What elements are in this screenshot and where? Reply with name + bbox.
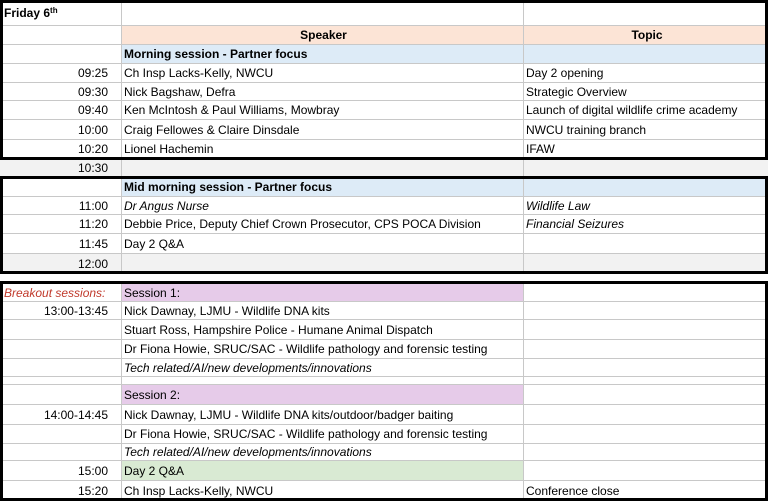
agenda-row (0, 119, 768, 139)
topic-cell (524, 178, 768, 196)
time-cell (0, 377, 122, 384)
speaker-cell: Nick Dawnay, LJMU - Wildlife DNA kits/outdoor/badger baiting (122, 405, 524, 424)
speaker-cell: Craig Fellowes & Claire Dinsdale (122, 120, 524, 139)
speaker-cell: Day 2 Q&A (122, 461, 524, 480)
topic-cell: Day 2 opening (526, 66, 604, 80)
time-cell: 11:00 (0, 197, 122, 214)
agenda-row (0, 177, 768, 196)
day-title (0, 0, 122, 25)
topic-cell: NWCU training branch (526, 122, 647, 137)
speaker-cell: Ch Insp Lacks-Kelly, NWCU (122, 64, 524, 82)
time-cell: 11:20 (0, 215, 122, 233)
topic-cell (524, 45, 768, 63)
title-spacer-speaker (122, 0, 524, 25)
speaker-cell: Tech related/AI/new developments/innovations (122, 359, 524, 376)
topic-cell: Conference close (526, 484, 620, 498)
time-cell: 11:45 (0, 234, 122, 253)
time-cell: 09:40 (0, 101, 122, 119)
time-cell (0, 359, 122, 376)
agenda-row (0, 82, 768, 100)
topic-cell (524, 158, 768, 177)
title-spacer-topic (524, 0, 768, 25)
agenda-row (0, 233, 768, 253)
time-cell (0, 45, 122, 63)
breakout-label: Breakout sessions: (0, 284, 122, 301)
time-cell: 12:00 (0, 254, 122, 273)
header-speaker: Speaker (122, 26, 524, 44)
time-cell: 14:00-14:45 (0, 405, 122, 424)
session-label: Session 1: (122, 284, 524, 301)
time-cell (0, 340, 122, 358)
topic-cell: Strategic Overview (526, 84, 627, 99)
agenda-row (0, 283, 768, 301)
speaker-cell: Tech related/AI/new developments/innovations (122, 444, 524, 460)
agenda-row (0, 460, 768, 480)
agenda-row (0, 443, 768, 460)
agenda-row (0, 358, 768, 376)
time-cell: 15:20 (0, 481, 122, 501)
topic-cell (524, 461, 768, 480)
topic-cell (524, 444, 768, 460)
time-cell (0, 320, 122, 339)
agenda-row (0, 139, 768, 157)
time-cell (0, 425, 122, 443)
time-cell: 10:00 (0, 120, 122, 139)
speaker-cell: Debbie Price, Deputy Chief Crown Prosecutor, CPS POCA Division (122, 215, 524, 233)
topic-cell (524, 385, 768, 404)
speaker-cell: Stuart Ross, Hampshire Police - Humane Animal Dispatch (122, 320, 524, 339)
time-cell (0, 444, 122, 460)
speaker-cell: Ch Insp Lacks-Kelly, NWCU (122, 481, 524, 501)
header-topic: Topic (524, 26, 768, 44)
speaker-cell: Ken McIntosh & Paul Williams, Mowbray (122, 101, 524, 119)
agenda-row (0, 63, 768, 82)
speaker-cell: Dr Angus Nurse (122, 197, 524, 214)
session-label: Session 2: (122, 385, 524, 404)
topic-cell (524, 320, 768, 339)
agenda-row (0, 44, 768, 63)
topic-cell: Financial Seizures (526, 217, 625, 231)
time-cell: 09:25 (0, 64, 122, 82)
agenda-row (0, 214, 768, 233)
speaker-cell: Lionel Hachemin (122, 140, 524, 157)
topic-cell (524, 425, 768, 443)
agenda-row (0, 319, 768, 339)
session-title: Mid morning session - Partner focus (122, 178, 524, 196)
agenda-row (0, 404, 768, 424)
topic-cell (524, 284, 768, 301)
speaker-cell: Nick Dawnay, LJMU - Wildlife DNA kits (122, 302, 524, 319)
agenda-row (0, 384, 768, 404)
topic-cell (524, 377, 768, 384)
speaker-cell: Day 2 Q&A (122, 234, 524, 253)
topic-cell (524, 340, 768, 358)
speaker-cell: Dr Fiona Howie, SRUC/SAC - Wildlife pathology and forensic testing (122, 340, 524, 358)
topic-cell: IFAW (526, 141, 555, 156)
header-row (0, 25, 768, 44)
time-cell: 09:30 (0, 83, 122, 100)
speaker-cell (122, 158, 524, 177)
topic-cell: Wildlife Law (526, 198, 590, 213)
speaker-cell (122, 254, 524, 273)
speaker-cell (122, 377, 524, 384)
topic-cell (524, 405, 768, 424)
title-row (0, 0, 768, 25)
speaker-cell: Nick Bagshaw, Defra (122, 83, 524, 100)
agenda-row (0, 339, 768, 358)
time-cell (0, 385, 122, 404)
agenda-row (0, 196, 768, 214)
agenda-row (0, 480, 768, 501)
day-title-text: Friday 6 (4, 5, 51, 20)
session-title: Morning session - Partner focus (122, 45, 524, 63)
agenda-row (0, 157, 768, 177)
time-cell: 10:20 (0, 140, 122, 157)
time-cell (0, 178, 122, 196)
topic-cell (524, 234, 768, 253)
speaker-cell: Dr Fiona Howie, SRUC/SAC - Wildlife pathology and forensic testing (122, 425, 524, 443)
time-cell: 10:30 (0, 158, 122, 177)
time-cell: 15:00 (0, 461, 122, 480)
topic-cell (524, 302, 768, 319)
agenda-row (0, 253, 768, 273)
topic-cell: Launch of digital wildlife crime academy (526, 103, 738, 117)
time-cell: 13:00-13:45 (0, 302, 122, 319)
header-time (0, 26, 122, 44)
topic-cell (524, 359, 768, 376)
agenda-row (0, 301, 768, 319)
topic-cell (524, 254, 768, 273)
agenda-row (0, 376, 768, 384)
agenda-row (0, 100, 768, 119)
day-title-suffix: th (50, 6, 58, 15)
agenda-row (0, 424, 768, 443)
